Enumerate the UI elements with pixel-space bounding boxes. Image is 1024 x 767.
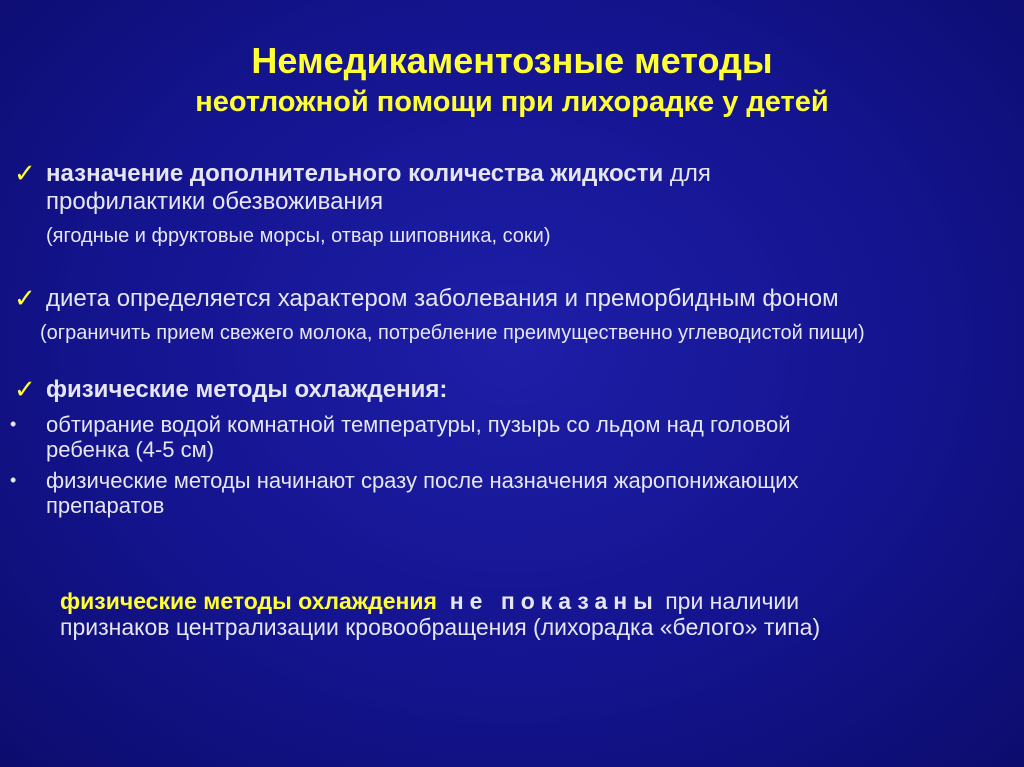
item2-text: диета определяется характером заболевания и преморбидным фоном: [46, 285, 839, 312]
title-line-1: Немедикаментозные методы: [251, 40, 773, 81]
checkmark-icon: ✓: [14, 158, 36, 188]
item3-heading: физические методы охлаждения:: [46, 376, 448, 403]
checkmark-icon: ✓: [14, 283, 36, 313]
item3-bullet2-line2: препаратов: [46, 493, 165, 518]
note-highlight: физические методы охлаждения: [60, 588, 437, 614]
item2-note: (ограничить прием свежего молока, потребление преимущественно углеводистой пищи): [40, 322, 865, 344]
item3-bullet1-line1: обтирание водой комнатной температуры, пузырь со льдом над головой: [46, 412, 791, 437]
item1-bold: назначение дополнительного количества жидкости: [46, 160, 664, 187]
item1-rest: для: [663, 160, 711, 187]
item1-line2: профилактики обезвоживания: [46, 188, 384, 215]
bullet-icon: •: [10, 414, 17, 434]
note-rest: при наличии: [658, 588, 800, 614]
title-line-2: неотложной помощи при лихорадке у детей: [195, 86, 829, 118]
note-emph: не показаны: [449, 588, 659, 614]
item3-bullet2-line1: физические методы начинают сразу после назначения жаропонижающих: [46, 468, 799, 493]
item3-bullet1-line2: ребенка (4-5 см): [46, 437, 215, 462]
note-line1: [60, 588, 799, 615]
item1-line1: [46, 160, 711, 188]
note-line2: признаков централизации кровообращения (лихорадка «белого» типа): [60, 614, 821, 640]
item1-note: (ягодные и фруктовые морсы, отвар шиповника, соки): [46, 225, 551, 247]
checkmark-icon: ✓: [14, 374, 36, 404]
bullet-icon: •: [10, 470, 17, 490]
